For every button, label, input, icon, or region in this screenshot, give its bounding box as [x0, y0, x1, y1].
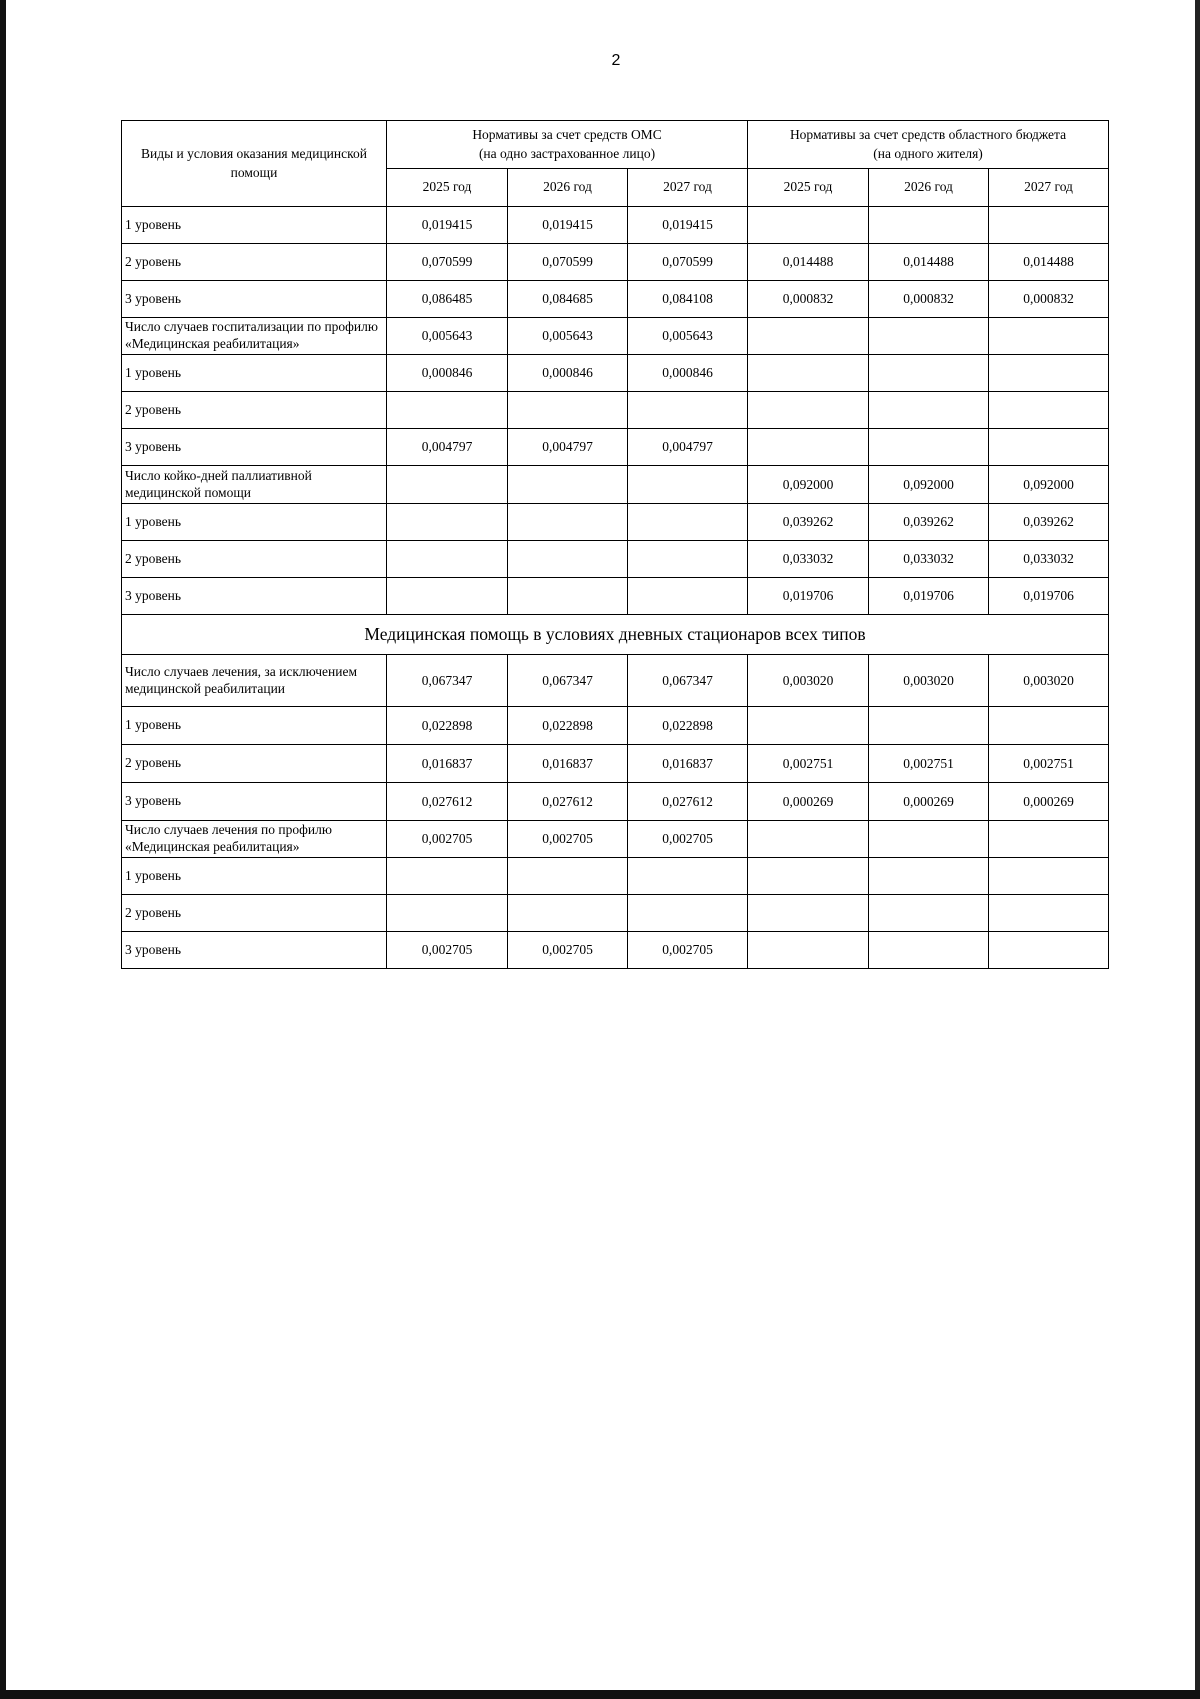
value-cell: 0,005643 — [628, 318, 748, 355]
value-cell — [869, 895, 989, 932]
value-cell — [748, 821, 869, 858]
table-row — [122, 932, 1109, 969]
value-cell: 0,000846 — [387, 355, 508, 392]
value-cell — [508, 466, 628, 504]
header-year-oms-2025: 2025 год — [387, 169, 508, 207]
value-cell — [628, 466, 748, 504]
value-cell: 0,070599 — [628, 244, 748, 281]
value-cell — [628, 895, 748, 932]
value-cell — [989, 207, 1109, 244]
table-row — [122, 821, 1109, 858]
value-cell — [869, 932, 989, 969]
table-row — [122, 281, 1109, 318]
row-label: 3 уровень — [122, 281, 387, 318]
value-cell — [748, 355, 869, 392]
row-label: 1 уровень — [122, 355, 387, 392]
value-cell: 0,084685 — [508, 281, 628, 318]
value-cell: 0,016837 — [628, 745, 748, 783]
row-label: Число случаев лечения, за исключением медицинской реабилитации — [122, 655, 387, 707]
row-label: 3 уровень — [122, 932, 387, 969]
row-label: Число койко-дней паллиативной медицинской помощи — [122, 466, 387, 504]
header-first-col: Виды и условия оказания медицинской помощи — [122, 121, 387, 207]
header-year-budget-2026: 2026 год — [869, 169, 989, 207]
table-row — [122, 707, 1109, 745]
value-cell: 0,070599 — [508, 244, 628, 281]
table-body — [122, 207, 1109, 969]
value-cell: 0,019415 — [508, 207, 628, 244]
value-cell: 0,027612 — [387, 783, 508, 821]
value-cell — [628, 392, 748, 429]
row-label: Число случаев лечения по профилю «Медицинская реабилитация» — [122, 821, 387, 858]
row-label: 1 уровень — [122, 707, 387, 745]
value-cell — [989, 858, 1109, 895]
value-cell: 0,003020 — [748, 655, 869, 707]
value-cell: 0,086485 — [387, 281, 508, 318]
value-cell — [869, 821, 989, 858]
value-cell — [508, 895, 628, 932]
table-row — [122, 318, 1109, 355]
value-cell: 0,019415 — [387, 207, 508, 244]
value-cell: 0,027612 — [628, 783, 748, 821]
value-cell: 0,067347 — [387, 655, 508, 707]
header-group-budget-line2: (на одного жителя) — [873, 145, 983, 161]
value-cell: 0,000269 — [748, 783, 869, 821]
value-cell — [869, 207, 989, 244]
value-cell — [748, 207, 869, 244]
value-cell: 0,067347 — [628, 655, 748, 707]
value-cell: 0,067347 — [508, 655, 628, 707]
value-cell — [387, 392, 508, 429]
value-cell — [387, 858, 508, 895]
value-cell — [869, 318, 989, 355]
scan-border-left — [0, 0, 6, 1699]
row-label: 2 уровень — [122, 745, 387, 783]
value-cell — [508, 858, 628, 895]
value-cell — [989, 932, 1109, 969]
value-cell — [989, 429, 1109, 466]
scan-border-right — [1195, 0, 1200, 1699]
value-cell: 0,003020 — [989, 655, 1109, 707]
value-cell: 0,039262 — [748, 504, 869, 541]
value-cell: 0,016837 — [508, 745, 628, 783]
value-cell: 0,092000 — [989, 466, 1109, 504]
value-cell — [628, 578, 748, 615]
value-cell — [989, 355, 1109, 392]
table-row — [122, 858, 1109, 895]
header-year-oms-2026: 2026 год — [508, 169, 628, 207]
section-title: Медицинская помощь в условиях дневных стационаров всех типов — [122, 615, 1109, 655]
row-label: 2 уровень — [122, 244, 387, 281]
value-cell: 0,022898 — [628, 707, 748, 745]
header-group-oms-line1: Нормативы за счет средств ОМС — [472, 127, 662, 143]
value-cell: 0,002705 — [387, 932, 508, 969]
row-label: 2 уровень — [122, 392, 387, 429]
table-row — [122, 541, 1109, 578]
value-cell: 0,019706 — [869, 578, 989, 615]
table-row — [122, 355, 1109, 392]
row-label: 2 уровень — [122, 895, 387, 932]
value-cell: 0,014488 — [989, 244, 1109, 281]
value-cell: 0,000846 — [508, 355, 628, 392]
header-group-budget — [748, 121, 1109, 169]
value-cell: 0,027612 — [508, 783, 628, 821]
value-cell: 0,092000 — [869, 466, 989, 504]
value-cell: 0,002705 — [508, 932, 628, 969]
row-label: Число случаев госпитализации по профилю «Медицинская реабилитация» — [122, 318, 387, 355]
table-row — [122, 745, 1109, 783]
header-group-oms — [387, 121, 748, 169]
value-cell — [387, 895, 508, 932]
value-cell — [508, 541, 628, 578]
value-cell: 0,019706 — [748, 578, 869, 615]
value-cell: 0,019415 — [628, 207, 748, 244]
value-cell — [989, 392, 1109, 429]
value-cell: 0,014488 — [869, 244, 989, 281]
value-cell — [748, 932, 869, 969]
value-cell — [869, 858, 989, 895]
value-cell — [748, 318, 869, 355]
row-label: 1 уровень — [122, 207, 387, 244]
value-cell — [748, 392, 869, 429]
value-cell: 0,092000 — [748, 466, 869, 504]
value-cell: 0,005643 — [387, 318, 508, 355]
value-cell — [628, 541, 748, 578]
value-cell: 0,033032 — [869, 541, 989, 578]
value-cell — [508, 578, 628, 615]
row-label: 2 уровень — [122, 541, 387, 578]
value-cell: 0,000846 — [628, 355, 748, 392]
table-row — [122, 466, 1109, 504]
value-cell: 0,070599 — [387, 244, 508, 281]
value-cell — [748, 429, 869, 466]
value-cell: 0,039262 — [989, 504, 1109, 541]
value-cell: 0,022898 — [387, 707, 508, 745]
value-cell — [989, 318, 1109, 355]
value-cell: 0,002705 — [508, 821, 628, 858]
page-number: 2 — [611, 52, 621, 69]
value-cell — [869, 707, 989, 745]
value-cell: 0,000269 — [869, 783, 989, 821]
table-row — [122, 207, 1109, 244]
table-row — [122, 244, 1109, 281]
header-year-budget-2027: 2027 год — [989, 169, 1109, 207]
table-row — [122, 392, 1109, 429]
value-cell: 0,033032 — [748, 541, 869, 578]
value-cell — [869, 355, 989, 392]
value-cell: 0,002705 — [387, 821, 508, 858]
value-cell: 0,002751 — [748, 745, 869, 783]
row-label: 3 уровень — [122, 783, 387, 821]
value-cell: 0,084108 — [628, 281, 748, 318]
row-label: 1 уровень — [122, 858, 387, 895]
value-cell — [869, 429, 989, 466]
value-cell — [748, 858, 869, 895]
header-year-budget-2025: 2025 год — [748, 169, 869, 207]
value-cell — [989, 707, 1109, 745]
header-year-oms-2027: 2027 год — [628, 169, 748, 207]
value-cell — [989, 895, 1109, 932]
value-cell — [748, 895, 869, 932]
value-cell: 0,002705 — [628, 821, 748, 858]
table-row — [122, 429, 1109, 466]
value-cell — [748, 707, 869, 745]
value-cell — [508, 392, 628, 429]
value-cell: 0,002705 — [628, 932, 748, 969]
table-row — [122, 783, 1109, 821]
header-group-budget-line1: Нормативы за счет средств областного бюджета — [789, 127, 1067, 143]
row-label: 3 уровень — [122, 578, 387, 615]
value-cell: 0,002751 — [989, 745, 1109, 783]
value-cell — [869, 392, 989, 429]
value-cell — [387, 578, 508, 615]
norms-table — [121, 120, 1109, 969]
value-cell — [989, 821, 1109, 858]
value-cell: 0,000269 — [989, 783, 1109, 821]
value-cell — [508, 504, 628, 541]
value-cell — [387, 541, 508, 578]
value-cell: 0,000832 — [869, 281, 989, 318]
value-cell: 0,014488 — [748, 244, 869, 281]
value-cell: 0,039262 — [869, 504, 989, 541]
value-cell: 0,016837 — [387, 745, 508, 783]
section-row — [122, 615, 1109, 655]
table-row — [122, 895, 1109, 932]
value-cell: 0,000832 — [989, 281, 1109, 318]
value-cell: 0,000832 — [748, 281, 869, 318]
value-cell — [628, 858, 748, 895]
scan-border-bottom — [0, 1690, 1200, 1699]
table-row — [122, 655, 1109, 707]
value-cell: 0,003020 — [869, 655, 989, 707]
value-cell — [387, 466, 508, 504]
value-cell: 0,019706 — [989, 578, 1109, 615]
table-row — [122, 504, 1109, 541]
value-cell: 0,002751 — [869, 745, 989, 783]
value-cell — [628, 504, 748, 541]
value-cell: 0,022898 — [508, 707, 628, 745]
value-cell — [387, 504, 508, 541]
row-label: 1 уровень — [122, 504, 387, 541]
row-label: 3 уровень — [122, 429, 387, 466]
value-cell: 0,004797 — [387, 429, 508, 466]
value-cell: 0,033032 — [989, 541, 1109, 578]
table-header — [122, 121, 1109, 207]
value-cell: 0,004797 — [628, 429, 748, 466]
table-row — [122, 578, 1109, 615]
value-cell: 0,005643 — [508, 318, 628, 355]
value-cell: 0,004797 — [508, 429, 628, 466]
header-group-oms-line2: (на одно застрахованное лицо) — [478, 145, 656, 161]
